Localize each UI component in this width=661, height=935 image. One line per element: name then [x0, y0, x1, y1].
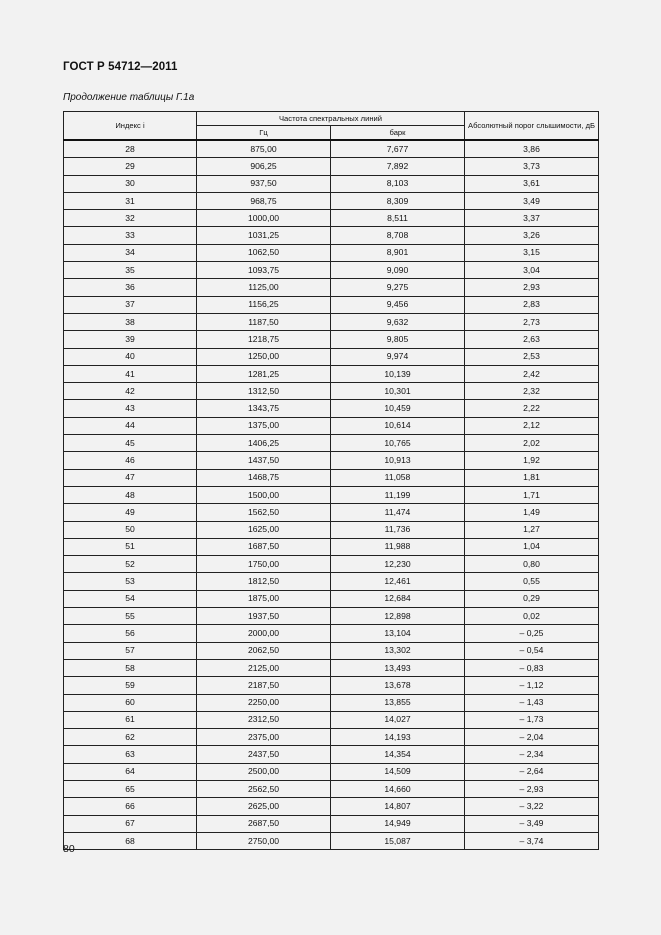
cell-hz: 1156,25	[197, 296, 331, 313]
cell-index: 55	[64, 608, 197, 625]
cell-bark: 9,275	[331, 279, 465, 296]
cell-index: 38	[64, 313, 197, 330]
cell-hz: 1687,50	[197, 538, 331, 555]
cell-bark: 11,474	[331, 504, 465, 521]
table-row	[64, 486, 599, 503]
cell-bark: 12,898	[331, 608, 465, 625]
cell-threshold: 1,04	[465, 538, 599, 555]
cell-index: 36	[64, 279, 197, 296]
cell-bark: 13,104	[331, 625, 465, 642]
cell-index: 65	[64, 780, 197, 797]
table-row	[64, 296, 599, 313]
cell-hz: 2000,00	[197, 625, 331, 642]
table-row	[64, 729, 599, 746]
cell-bark: 11,736	[331, 521, 465, 538]
table-row	[64, 746, 599, 763]
cell-hz: 968,75	[197, 192, 331, 209]
cell-index: 59	[64, 677, 197, 694]
table-body	[64, 140, 599, 850]
cell-threshold: 3,37	[465, 210, 599, 227]
cell-bark: 8,511	[331, 210, 465, 227]
cell-threshold: 2,02	[465, 435, 599, 452]
cell-bark: 11,058	[331, 469, 465, 486]
cell-bark: 14,193	[331, 729, 465, 746]
cell-bark: 11,199	[331, 486, 465, 503]
cell-threshold: 1,71	[465, 486, 599, 503]
cell-threshold: 3,49	[465, 192, 599, 209]
table-row	[64, 417, 599, 434]
cell-hz: 937,50	[197, 175, 331, 192]
cell-index: 40	[64, 348, 197, 365]
cell-threshold: 0,55	[465, 573, 599, 590]
table-row	[64, 192, 599, 209]
cell-hz: 2500,00	[197, 763, 331, 780]
cell-bark: 12,461	[331, 573, 465, 590]
cell-bark: 14,660	[331, 780, 465, 797]
cell-bark: 10,913	[331, 452, 465, 469]
cell-index: 32	[64, 210, 197, 227]
cell-index: 34	[64, 244, 197, 261]
cell-index: 53	[64, 573, 197, 590]
cell-bark: 10,139	[331, 365, 465, 382]
cell-threshold: 2,93	[465, 279, 599, 296]
cell-threshold: 2,53	[465, 348, 599, 365]
column-header-frequency-group: Частота спектральных линий	[197, 112, 465, 126]
cell-hz: 1343,75	[197, 400, 331, 417]
column-header-index: Индекс i	[64, 112, 197, 141]
cell-bark: 12,684	[331, 590, 465, 607]
cell-hz: 1625,00	[197, 521, 331, 538]
cell-hz: 906,25	[197, 158, 331, 175]
cell-bark: 13,855	[331, 694, 465, 711]
cell-hz: 1218,75	[197, 331, 331, 348]
table-row	[64, 590, 599, 607]
cell-index: 61	[64, 711, 197, 728]
cell-hz: 1500,00	[197, 486, 331, 503]
table-row	[64, 763, 599, 780]
cell-threshold: – 2,64	[465, 763, 599, 780]
cell-threshold: 2,73	[465, 313, 599, 330]
cell-bark: 9,456	[331, 296, 465, 313]
cell-bark: 15,087	[331, 832, 465, 849]
cell-index: 52	[64, 556, 197, 573]
cell-bark: 9,974	[331, 348, 465, 365]
cell-threshold: – 2,93	[465, 780, 599, 797]
cell-hz: 2562,50	[197, 780, 331, 797]
cell-bark: 8,901	[331, 244, 465, 261]
cell-index: 42	[64, 383, 197, 400]
cell-index: 39	[64, 331, 197, 348]
cell-bark: 14,509	[331, 763, 465, 780]
table-row	[64, 227, 599, 244]
cell-bark: 8,103	[331, 175, 465, 192]
frequency-threshold-table	[63, 111, 599, 850]
cell-index: 30	[64, 175, 197, 192]
cell-index: 58	[64, 659, 197, 676]
cell-threshold: 2,42	[465, 365, 599, 382]
cell-threshold: 1,49	[465, 504, 599, 521]
cell-index: 62	[64, 729, 197, 746]
cell-index: 41	[64, 365, 197, 382]
table-row	[64, 452, 599, 469]
cell-index: 66	[64, 798, 197, 815]
cell-hz: 1000,00	[197, 210, 331, 227]
cell-threshold: 3,15	[465, 244, 599, 261]
cell-bark: 13,493	[331, 659, 465, 676]
table-row	[64, 780, 599, 797]
table-row	[64, 383, 599, 400]
cell-bark: 12,230	[331, 556, 465, 573]
table-caption: Продолжение таблицы Г.1а	[63, 92, 195, 103]
cell-hz: 1750,00	[197, 556, 331, 573]
cell-index: 57	[64, 642, 197, 659]
cell-index: 35	[64, 262, 197, 279]
table-row	[64, 175, 599, 192]
table-row	[64, 400, 599, 417]
cell-threshold: 3,26	[465, 227, 599, 244]
cell-threshold: – 0,25	[465, 625, 599, 642]
table-row	[64, 832, 599, 849]
cell-hz: 1031,25	[197, 227, 331, 244]
table-row	[64, 210, 599, 227]
page-number: 80	[63, 843, 75, 855]
cell-index: 56	[64, 625, 197, 642]
cell-bark: 9,090	[331, 262, 465, 279]
cell-index: 47	[64, 469, 197, 486]
table-row	[64, 313, 599, 330]
cell-hz: 1250,00	[197, 348, 331, 365]
column-header-threshold: Абсолютный порог слышимости, дБ	[465, 112, 599, 141]
cell-index: 51	[64, 538, 197, 555]
table-row	[64, 469, 599, 486]
table-row	[64, 140, 599, 158]
cell-threshold: 2,32	[465, 383, 599, 400]
table-row	[64, 538, 599, 555]
cell-bark: 8,309	[331, 192, 465, 209]
cell-index: 68	[64, 832, 197, 849]
cell-threshold: – 1,12	[465, 677, 599, 694]
cell-bark: 14,354	[331, 746, 465, 763]
cell-bark: 7,677	[331, 140, 465, 158]
cell-hz: 1406,25	[197, 435, 331, 452]
table-row	[64, 694, 599, 711]
cell-bark: 10,765	[331, 435, 465, 452]
cell-index: 43	[64, 400, 197, 417]
cell-threshold: 2,22	[465, 400, 599, 417]
cell-bark: 14,949	[331, 815, 465, 832]
table-row	[64, 659, 599, 676]
cell-bark: 9,805	[331, 331, 465, 348]
table-row	[64, 331, 599, 348]
cell-bark: 14,027	[331, 711, 465, 728]
cell-hz: 2250,00	[197, 694, 331, 711]
cell-index: 64	[64, 763, 197, 780]
cell-threshold: 2,12	[465, 417, 599, 434]
cell-bark: 10,459	[331, 400, 465, 417]
table-row	[64, 642, 599, 659]
cell-index: 50	[64, 521, 197, 538]
cell-index: 37	[64, 296, 197, 313]
cell-hz: 1562,50	[197, 504, 331, 521]
cell-threshold: – 0,54	[465, 642, 599, 659]
table-row	[64, 348, 599, 365]
cell-hz: 2125,00	[197, 659, 331, 676]
cell-index: 49	[64, 504, 197, 521]
table-row	[64, 711, 599, 728]
cell-threshold: 1,81	[465, 469, 599, 486]
table-row	[64, 521, 599, 538]
cell-index: 45	[64, 435, 197, 452]
cell-threshold: – 3,74	[465, 832, 599, 849]
table-header	[64, 112, 599, 141]
cell-threshold: 2,83	[465, 296, 599, 313]
cell-threshold: 2,63	[465, 331, 599, 348]
cell-hz: 1062,50	[197, 244, 331, 261]
cell-index: 63	[64, 746, 197, 763]
cell-bark: 13,302	[331, 642, 465, 659]
cell-hz: 875,00	[197, 140, 331, 158]
table-row	[64, 365, 599, 382]
cell-hz: 1125,00	[197, 279, 331, 296]
cell-bark: 10,301	[331, 383, 465, 400]
column-header-bark: барк	[331, 126, 465, 141]
cell-threshold: 0,02	[465, 608, 599, 625]
table-row	[64, 504, 599, 521]
cell-threshold: 0,29	[465, 590, 599, 607]
cell-index: 54	[64, 590, 197, 607]
cell-threshold: – 3,22	[465, 798, 599, 815]
cell-threshold: 3,61	[465, 175, 599, 192]
table-row	[64, 262, 599, 279]
cell-hz: 1875,00	[197, 590, 331, 607]
cell-bark: 13,678	[331, 677, 465, 694]
table-row	[64, 158, 599, 175]
cell-index: 44	[64, 417, 197, 434]
cell-bark: 11,988	[331, 538, 465, 555]
document-title: ГОСТ Р 54712—2011	[63, 61, 178, 73]
table-row	[64, 244, 599, 261]
cell-index: 31	[64, 192, 197, 209]
cell-hz: 1937,50	[197, 608, 331, 625]
cell-threshold: – 0,83	[465, 659, 599, 676]
cell-hz: 1093,75	[197, 262, 331, 279]
cell-bark: 8,708	[331, 227, 465, 244]
table-row	[64, 677, 599, 694]
cell-index: 48	[64, 486, 197, 503]
cell-hz: 2687,50	[197, 815, 331, 832]
cell-hz: 1375,00	[197, 417, 331, 434]
cell-threshold: 1,27	[465, 521, 599, 538]
cell-hz: 2062,50	[197, 642, 331, 659]
cell-index: 46	[64, 452, 197, 469]
cell-index: 29	[64, 158, 197, 175]
cell-hz: 1812,50	[197, 573, 331, 590]
cell-threshold: 3,04	[465, 262, 599, 279]
table-row	[64, 815, 599, 832]
cell-index: 60	[64, 694, 197, 711]
cell-hz: 1312,50	[197, 383, 331, 400]
table-row	[64, 798, 599, 815]
cell-hz: 2187,50	[197, 677, 331, 694]
cell-hz: 2312,50	[197, 711, 331, 728]
cell-threshold: – 2,34	[465, 746, 599, 763]
cell-hz: 2625,00	[197, 798, 331, 815]
cell-threshold: – 1,43	[465, 694, 599, 711]
cell-bark: 7,892	[331, 158, 465, 175]
cell-hz: 2437,50	[197, 746, 331, 763]
table-row	[64, 573, 599, 590]
cell-index: 67	[64, 815, 197, 832]
table-row	[64, 279, 599, 296]
cell-hz: 1281,25	[197, 365, 331, 382]
cell-threshold: – 1,73	[465, 711, 599, 728]
cell-hz: 1187,50	[197, 313, 331, 330]
cell-hz: 2375,00	[197, 729, 331, 746]
cell-threshold: – 2,04	[465, 729, 599, 746]
cell-hz: 2750,00	[197, 832, 331, 849]
column-header-hz: Гц	[197, 126, 331, 141]
table-row	[64, 556, 599, 573]
cell-threshold: 3,73	[465, 158, 599, 175]
table-row	[64, 608, 599, 625]
cell-threshold: 1,92	[465, 452, 599, 469]
cell-threshold: – 3,49	[465, 815, 599, 832]
cell-threshold: 0,80	[465, 556, 599, 573]
cell-bark: 14,807	[331, 798, 465, 815]
cell-threshold: 3,86	[465, 140, 599, 158]
cell-bark: 10,614	[331, 417, 465, 434]
cell-hz: 1468,75	[197, 469, 331, 486]
cell-hz: 1437,50	[197, 452, 331, 469]
cell-index: 28	[64, 140, 197, 158]
cell-index: 33	[64, 227, 197, 244]
table-row	[64, 435, 599, 452]
cell-bark: 9,632	[331, 313, 465, 330]
table-row	[64, 625, 599, 642]
